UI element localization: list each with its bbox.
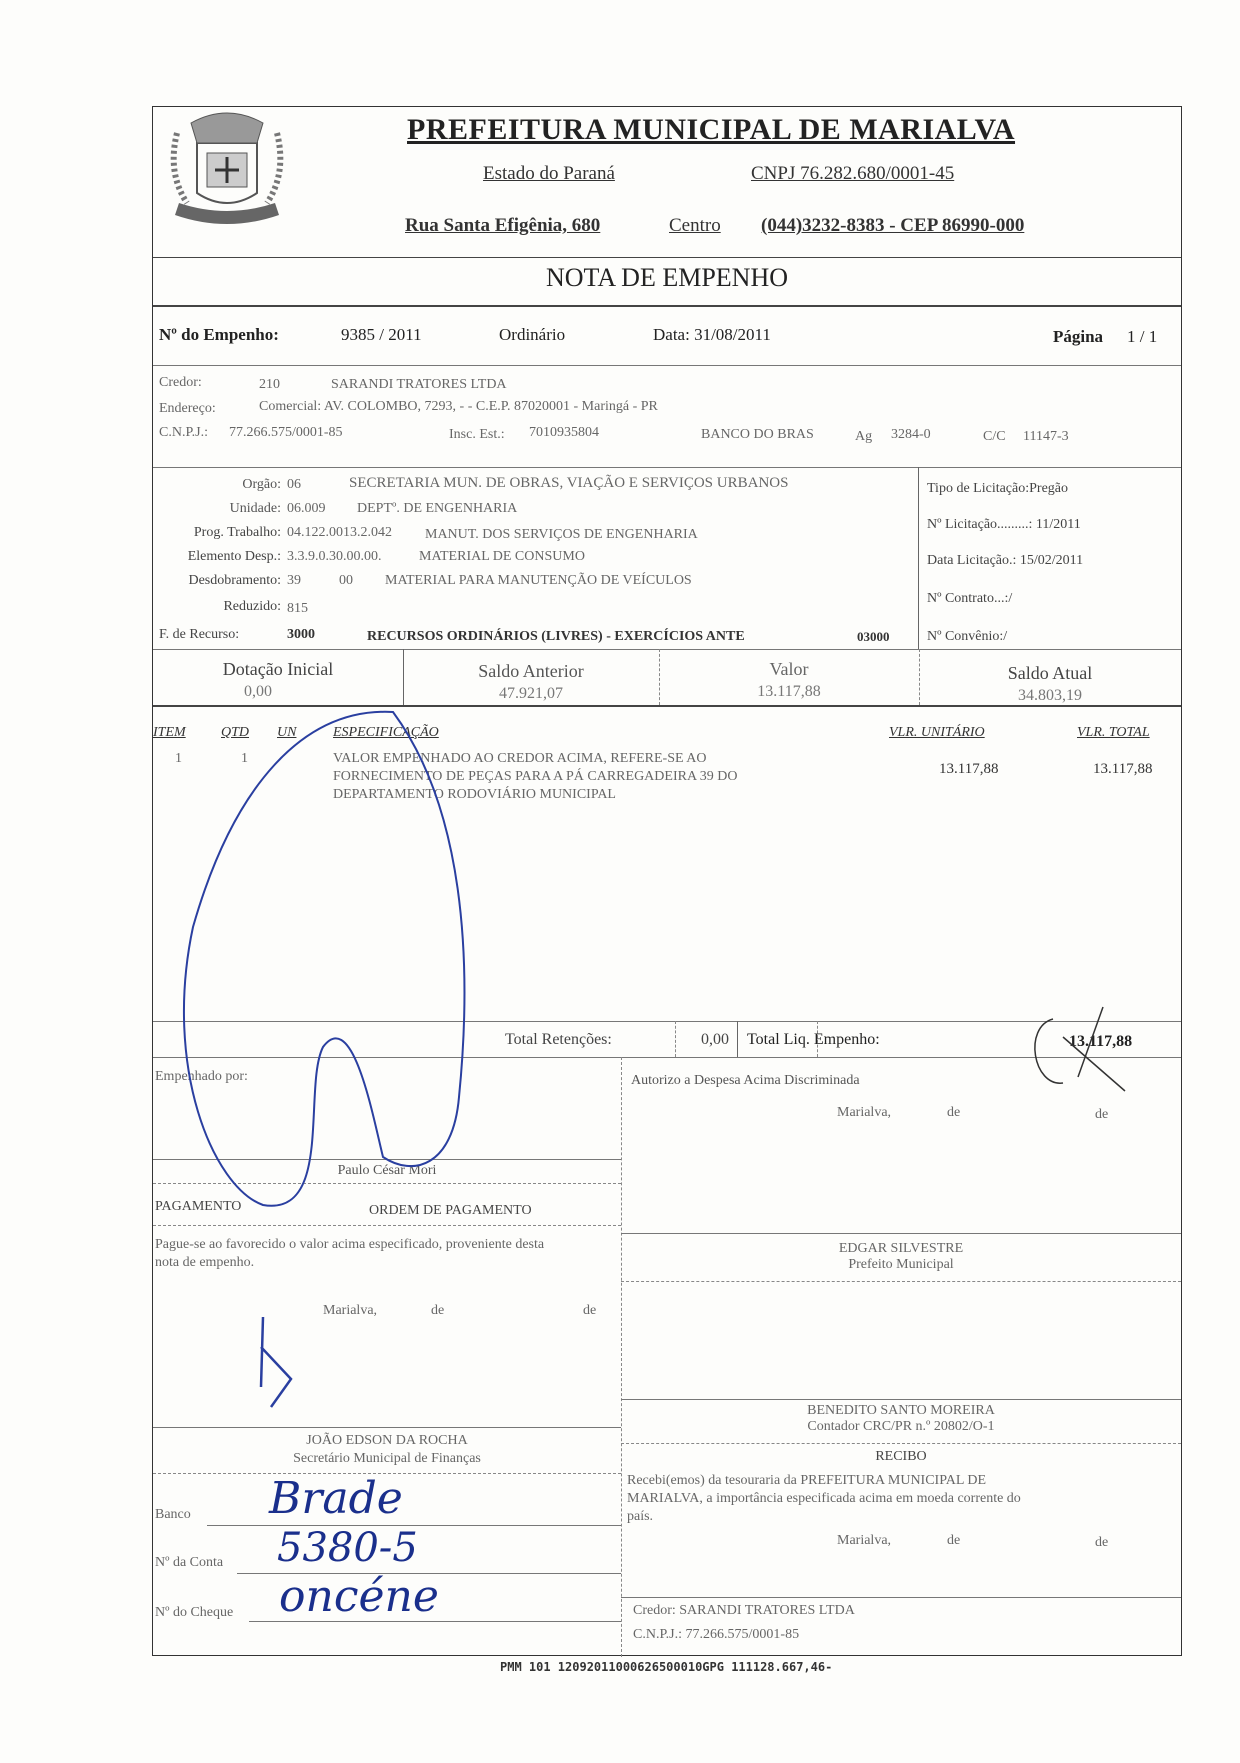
item-unit-price: 13.117,88 [939, 761, 999, 777]
prefeito-title: Prefeito Municipal [848, 1257, 954, 1272]
prog-label: Prog. Trabalho: [193, 525, 281, 540]
saldo-atual-value: 34.803,19 [1018, 687, 1082, 704]
credor-cnpj-label: C.N.P.J.: [159, 425, 209, 440]
col-item: ITEM [153, 725, 186, 740]
empenho-date: Data: 31/08/2011 [653, 325, 771, 344]
secretario-name: JOÃO EDSON DA ROCHA [306, 1433, 468, 1448]
saldo-anterior-value: 47.921,07 [499, 685, 563, 702]
credor-agency-label: Ag [855, 429, 873, 444]
saldo-atual-label: Saldo Atual [1007, 663, 1093, 683]
col-qtd: QTD [221, 725, 250, 740]
state-name: Estado do Paraná [483, 163, 615, 184]
empenho-label: Nº do Empenho: [159, 325, 279, 344]
recibo-de-1: de [947, 1533, 961, 1548]
total-retencoes-value: 0,00 [701, 1031, 729, 1048]
footer-code: PMM 101 12092011000626500010GPG 111128.667,46- [500, 1660, 833, 1674]
autorizo-de-1: de [947, 1105, 961, 1120]
banco-label: Banco [155, 1507, 191, 1522]
autorizo-de-2: de [1095, 1107, 1109, 1122]
col-vlr-total: VLR. TOTAL [1077, 725, 1150, 740]
document-title: NOTA DE EMPENHO [545, 263, 789, 292]
credor-name: SARANDI TRATORES LTDA [331, 377, 507, 392]
dotacao-label: Dotação Inicial [222, 659, 334, 679]
reduzido-label: Reduzido: [223, 599, 281, 614]
recurso-code-2: 03000 [857, 629, 890, 644]
cheque-handwritten: oncéne [279, 1571, 439, 1622]
desdobramento-code-1: 39 [287, 573, 301, 588]
unidade-name: DEPTº. DE ENGENHARIA [357, 501, 518, 516]
elemento-code: 3.3.9.0.30.00.00. [287, 549, 382, 564]
desdobramento-code-2: 00 [339, 573, 353, 588]
total-liq-label: Total Liq. Empenho: [747, 1031, 880, 1048]
empenhado-por-name: Paulo César Mori [337, 1163, 437, 1178]
credor-sign-cnpj: C.N.P.J.: 77.266.575/0001-85 [633, 1627, 800, 1642]
empenho-number: 9385 / 2011 [341, 325, 422, 344]
contador-name: BENEDITO SANTO MOREIRA [807, 1403, 995, 1418]
ordem-text-line-1: Pague-se ao favorecido o valor acima especificado, proveniente desta [155, 1237, 545, 1252]
credor-account-label: C/C [983, 429, 1006, 444]
licitacao-numero: Nº Licitação.........: 11/2011 [927, 517, 1081, 532]
conta-label: Nº da Conta [155, 1555, 224, 1570]
item-total-price: 13.117,88 [1093, 761, 1153, 777]
nota-de-empenho-form [152, 106, 1182, 1656]
conta-handwritten: 5380-5 [277, 1525, 418, 1571]
prefeito-name: EDGAR SILVESTRE [838, 1241, 964, 1256]
municipality-cnpj: CNPJ 76.282.680/0001-45 [751, 163, 955, 184]
ordem-de-1: de [431, 1303, 445, 1318]
recibo-text-line-2: MARIALVA, a importância especificada acima em moeda corrente do [627, 1491, 1021, 1506]
saldo-anterior-label: Saldo Anterior [478, 661, 584, 681]
col-vlr-unitario: VLR. UNITÁRIO [889, 725, 985, 740]
recibo-text-line-3: país. [627, 1509, 654, 1524]
item-number: 1 [175, 751, 182, 766]
reduzido-value: 815 [287, 601, 308, 616]
unidade-code: 06.009 [287, 501, 326, 516]
item-desc-line-2: FORNECIMENTO DE PEÇAS PARA A PÁ CARREGADEIRA 39 DO [333, 769, 738, 784]
ordem-marialva: Marialva, [323, 1303, 378, 1318]
credor-cnpj: 77.266.575/0001-85 [229, 425, 343, 440]
desdobramento-name: MATERIAL PARA MANUTENÇÃO DE VEÍCULOS [385, 573, 692, 588]
recibo-de-2: de [1095, 1535, 1109, 1550]
credor-address: Comercial: AV. COLOMBO, 7293, - - C.E.P. 87020001 - Maringá - PR [259, 399, 658, 414]
contador-title: Contador CRC/PR n.º 20802/O-1 [807, 1419, 995, 1434]
col-un: UN [277, 725, 297, 740]
orgao-code: 06 [287, 477, 301, 492]
total-liq-value: 13.117,88 [1069, 1033, 1133, 1050]
page-label: Página [1053, 327, 1104, 346]
municipality-district: Centro [669, 215, 721, 236]
credor-ie-label: Insc. Est.: [449, 427, 505, 442]
municipality-address: Rua Santa Efigênia, 680 [405, 215, 601, 236]
unidade-label: Unidade: [229, 501, 281, 516]
ordem-pagamento-title: ORDEM DE PAGAMENTO [369, 1203, 532, 1218]
recurso-code: 3000 [287, 627, 315, 642]
valor-value: 13.117,88 [757, 683, 821, 700]
valor-label: Valor [769, 659, 809, 679]
autorizo-marialva: Marialva, [837, 1105, 892, 1120]
recibo-text-line-1: Recebi(emos) da tesouraria da PREFEITURA MUNICIPAL DE [627, 1473, 987, 1488]
empenho-type: Ordinário [499, 325, 566, 344]
credor-ie: 7010935804 [529, 425, 599, 440]
credor-label: Credor: [159, 375, 202, 390]
recurso-name: RECURSOS ORDINÁRIOS (LIVRES) - EXERCÍCIOS ANTE [367, 629, 745, 644]
recibo-title: RECIBO [875, 1449, 927, 1464]
licitacao-tipo: Tipo de Licitação:Pregão [927, 481, 1069, 496]
elemento-label: Elemento Desp.: [187, 549, 281, 564]
prog-code: 04.122.0013.2.042 [287, 525, 392, 540]
ordem-text-line-2: nota de empenho. [155, 1255, 255, 1270]
prog-name: MANUT. DOS SERVIÇOS DE ENGENHARIA [425, 527, 698, 542]
page-number: 1 / 1 [1127, 327, 1158, 346]
municipality-phone-cep: (044)3232-8383 - CEP 86990-000 [761, 215, 1025, 236]
orgao-name: SECRETARIA MUN. DE OBRAS, VIAÇÃO E SERVIÇOS URBANOS [349, 475, 789, 491]
autorizo-text: Autorizo a Despesa Acima Discriminada [631, 1073, 860, 1088]
cheque-label: Nº do Cheque [155, 1605, 234, 1620]
credor-code: 210 [259, 377, 280, 392]
credor-bank: BANCO DO BRAS [701, 427, 814, 442]
secretario-title: Secretário Municipal de Finanças [293, 1451, 481, 1466]
address-label: Endereço: [159, 401, 216, 416]
credor-sign-name: Credor: SARANDI TRATORES LTDA [633, 1603, 855, 1618]
licitacao-data: Data Licitação.: 15/02/2011 [927, 553, 1084, 568]
elemento-name: MATERIAL DE CONSUMO [419, 549, 585, 564]
empenhado-por-label: Empenhado por: [155, 1069, 248, 1084]
item-qtd: 1 [241, 751, 248, 766]
desdobramento-label: Desdobramento: [188, 573, 281, 588]
recibo-marialva: Marialva, [837, 1533, 892, 1548]
credor-agency: 3284-0 [891, 427, 931, 442]
municipality-title: PREFEITURA MUNICIPAL DE MARIALVA [407, 113, 1016, 146]
contrato-numero: Nº Contrato...:/ [927, 591, 1013, 606]
convenio-numero: Nº Convênio:/ [927, 629, 1008, 644]
banco-handwritten: Brade [269, 1473, 403, 1524]
orgao-label: Orgão: [242, 477, 281, 492]
handwritten-signature-marks [153, 107, 1181, 1657]
credor-account: 11147-3 [1023, 429, 1069, 444]
dotacao-value: 0,00 [244, 683, 272, 700]
item-desc-line-1: VALOR EMPENHADO AO CREDOR ACIMA, REFERE-SE AO [333, 751, 707, 766]
col-especificacao: ESPECIFICAÇÃO [333, 725, 439, 740]
recurso-label: F. de Recurso: [159, 627, 240, 642]
total-retencoes-label: Total Retenções: [505, 1031, 612, 1048]
pagamento-label: PAGAMENTO [155, 1199, 242, 1214]
item-desc-line-3: DEPARTAMENTO RODOVIÁRIO MUNICIPAL [333, 787, 616, 802]
ordem-de-2: de [583, 1303, 597, 1318]
